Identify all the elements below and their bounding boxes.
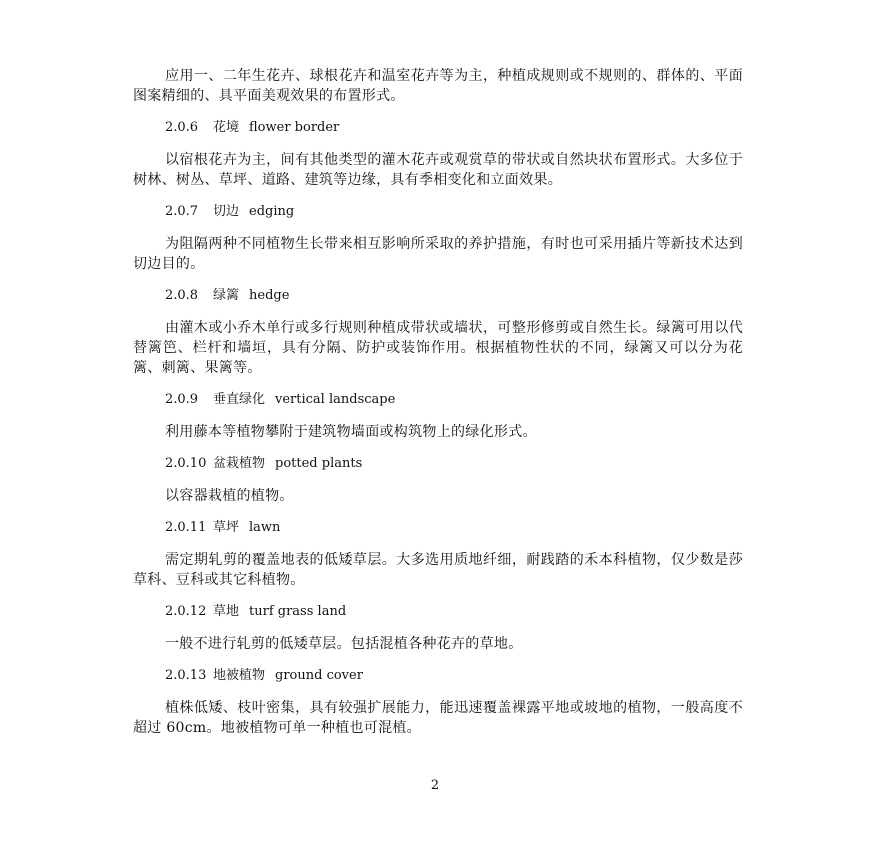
entry-term-zh: 垂直绿化 [213, 392, 266, 407]
entry-definition-2-0-8: 由灌木或小乔木单行或多行规则种植成带状或墙状，可整形修剪或自然生长。绿篱可用以代替篱笆、栏杆和墙垣，具有分隔、防护或装饰作用。根据植物性状的不同，绿篱又可以分为花篱、刺篱、果篱等。 [133, 320, 743, 376]
entry-term-zh: 绿篱 [213, 288, 240, 303]
entry-term-en: potted plants [275, 456, 363, 471]
entry-term-zh: 花境 [213, 120, 240, 135]
entry-definition-2-0-9: 利用藤本等植物攀附于建筑物墙面或构筑物上的绿化形式。 [165, 424, 537, 440]
entry-number: 2.0.12 [165, 604, 207, 619]
entry-definition-2-0-13: 植株低矮、枝叶密集，具有较强扩展能力，能迅速覆盖裸露平地或坡地的植物，一般高度不超过 60cm。地被植物可单一种植也可混植。 [133, 700, 743, 736]
entry-term-en: turf grass land [249, 604, 347, 619]
entry-term-en: flower border [249, 120, 340, 135]
entry-number: 2.0.7 [165, 204, 199, 219]
entry-term-en: vertical landscape [275, 392, 396, 407]
entry-term-zh: 地被植物 [213, 668, 266, 683]
entry-heading-2-0-6 [133, 118, 743, 138]
entry-number: 2.0.11 [165, 520, 207, 535]
entry-heading-2-0-13 [133, 666, 743, 686]
entry-definition-2-0-10: 以容器栽植的植物。 [165, 488, 294, 504]
entry-number: 2.0.13 [165, 668, 207, 683]
entry-definition-2-0-12: 一般不进行轧剪的低矮草层。包括混植各种花卉的草地。 [165, 636, 523, 652]
entry-definition-2-0-7: 为阻隔两种不同植物生长带来相互影响所采取的养护措施，有时也可采用插片等新技术达到切边目的。 [133, 236, 743, 272]
entry-heading-2-0-9 [133, 390, 743, 410]
entry-number: 2.0.6 [165, 120, 199, 135]
entry-term-zh: 盆栽植物 [213, 456, 266, 471]
entry-number: 2.0.10 [165, 456, 207, 471]
entry-term-en: hedge [249, 288, 290, 303]
entry-definition-2-0-11: 需定期轧剪的覆盖地表的低矮草层。大多选用质地纤细，耐践踏的禾本科植物，仅少数是莎草科、豆科或其它科植物。 [133, 552, 743, 588]
page-content [133, 66, 743, 750]
entry-heading-2-0-11 [133, 518, 743, 538]
entry-heading-2-0-8 [133, 286, 743, 306]
entry-heading-2-0-10 [133, 454, 743, 474]
entry-term-zh: 草坪 [213, 520, 240, 535]
entry-number: 2.0.9 [165, 392, 199, 407]
entry-term-zh: 草地 [213, 604, 240, 619]
entry-term-en: ground cover [275, 668, 363, 683]
entry-definition-2-0-6: 以宿根花卉为主，间有其他类型的灌木花卉或观赏草的带状或自然块状布置形式。大多位于树林、树丛、草坪、道路、建筑等边缘，具有季相变化和立面效果。 [133, 152, 743, 188]
entry-term-en: lawn [249, 520, 281, 535]
page-number: 2 [430, 778, 440, 793]
entry-term-en: edging [249, 204, 295, 219]
intro-paragraph: 应用一、二年生花卉、球根花卉和温室花卉等为主，种植成规则或不规则的、群体的、平面图案精细的、具平面美观效果的布置形式。 [133, 68, 743, 104]
entry-heading-2-0-12 [133, 602, 743, 622]
entry-term-zh: 切边 [213, 204, 240, 219]
entry-heading-2-0-7 [133, 202, 743, 222]
entry-number: 2.0.8 [165, 288, 199, 303]
